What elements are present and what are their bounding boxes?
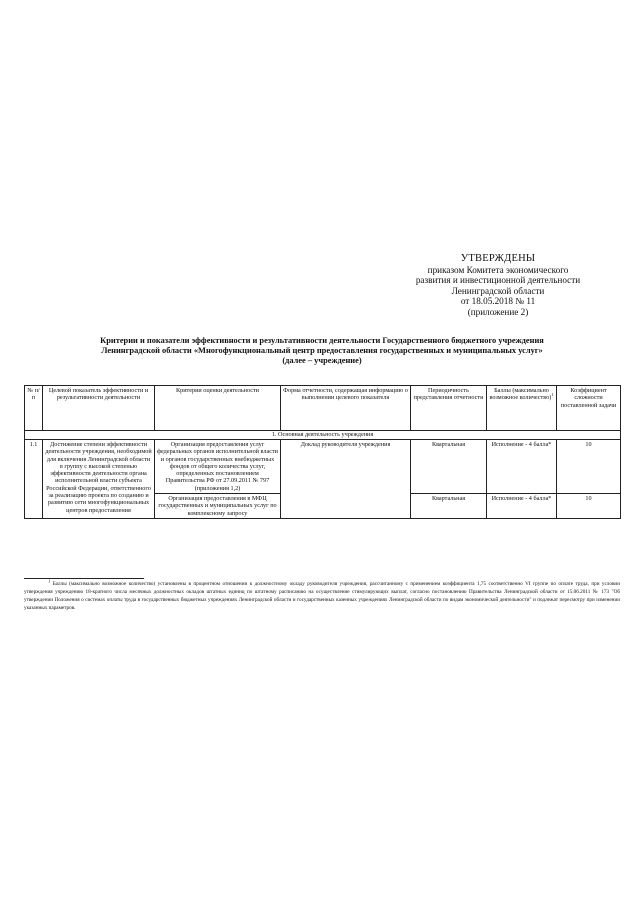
- approval-line: Ленинградской области: [451, 285, 545, 296]
- footnote: [24, 580, 620, 612]
- criteria-table: [24, 385, 621, 519]
- title-line: (далее – учреждение): [282, 356, 362, 366]
- title-line: Ленинградской области «Многофункциональный центр предоставления государственных и муниципальных услуг»: [101, 346, 543, 356]
- header-criteria: Критерии оценки деятельности: [155, 386, 281, 431]
- header-indicator: Целевой показатель эффективности и результативности деятельности: [43, 386, 155, 431]
- row-coefficient: 10: [557, 494, 621, 519]
- row-report-form: Доклад руководителя учреждения: [281, 440, 411, 519]
- title-line: Критерии и показатели эффективности и результативности деятельности Государственного бюджетного учреждения: [100, 336, 544, 345]
- row-periodicity: Квартальная: [411, 494, 487, 519]
- approval-line: (приложение 2): [467, 306, 529, 317]
- approval-title: УТВЕРЖДЕНЫ: [460, 253, 536, 264]
- table-header-row: [25, 386, 621, 431]
- document-title: [24, 336, 620, 367]
- approval-block: [380, 254, 616, 318]
- header-periodicity: Периодичность представления отчетности: [411, 386, 487, 431]
- row-points: Исполнение - 4 балла*: [487, 440, 557, 494]
- row-periodicity: Квартальная: [411, 440, 487, 494]
- row-criteria: Организация предоставления в МФЦ государственных и муниципальных услуг по комплексному запросу: [155, 494, 281, 519]
- footnote-ref: 1: [551, 392, 554, 398]
- table-row: [25, 440, 621, 494]
- footnote-divider: [24, 578, 144, 579]
- row-indicator: Достижение степени эффективности деятельности учреждения, необходимой для включения Ленинградской области в группу с высокой степенью эффективности деятельности органа исполнительной власти субъекта Российской Федерации, ответственного за реализацию проекта по созданию и развитию сети многофункциональных центров предоставления: [43, 440, 155, 519]
- approval-line: развития и инвестиционной деятельности: [415, 275, 581, 286]
- row-number: 1.1: [25, 440, 43, 519]
- approval-line: приказом Комитета экономического: [427, 264, 569, 275]
- header-report-form: Форма отчетности, содержащая информацию о выполнении целевого показателя: [281, 386, 411, 431]
- row-points: Исполнение - 4 балла*: [487, 494, 557, 519]
- footnote-mark: 1: [48, 578, 51, 584]
- section-row: [25, 431, 621, 440]
- header-points-text: Баллы (максимально возможное количество): [489, 387, 552, 402]
- approval-line: от 18.05.2018 № 11: [460, 296, 536, 307]
- section-title: 1. Основная деятельность учреждения: [25, 431, 621, 440]
- header-coefficient: Коэффициент сложности поставленной задачи: [557, 386, 621, 431]
- header-points: [487, 386, 557, 431]
- row-coefficient: 10: [557, 440, 621, 494]
- header-number: № п/п: [25, 386, 43, 431]
- row-criteria: Организация предоставления услуг федеральных органов исполнительной власти и органов государственных внебюджетных фондов от общего количества услуг, определенных постановлением Правительства РФ от 27.09.2011 № 797 (приложения 1,2): [155, 440, 281, 494]
- footnote-text: Баллы (максимально возможное количество) установлены в процентном отношении к должностному окладу руководителя учреждения, рассчитанному с применением коэффициента 1,75 соответственно VI группе по оплате труда, при условии утверждения учреждению 18-кратного числа месячных должностных окладов штатных единиц по штатному расписанию на осуществление стимулирующих выплат, согласно постановлению Правительства Ленинградской области от 15.06.2011 № 173 "Об утверждении Положения о системах оплаты труда в государственных бюджетных учреждениях Ленинградской области и государственных казенных учреждениях Ленинградской области по видам экономической деятельности" и подлежат пересмотру при изменении указанных параметров.: [24, 581, 620, 611]
